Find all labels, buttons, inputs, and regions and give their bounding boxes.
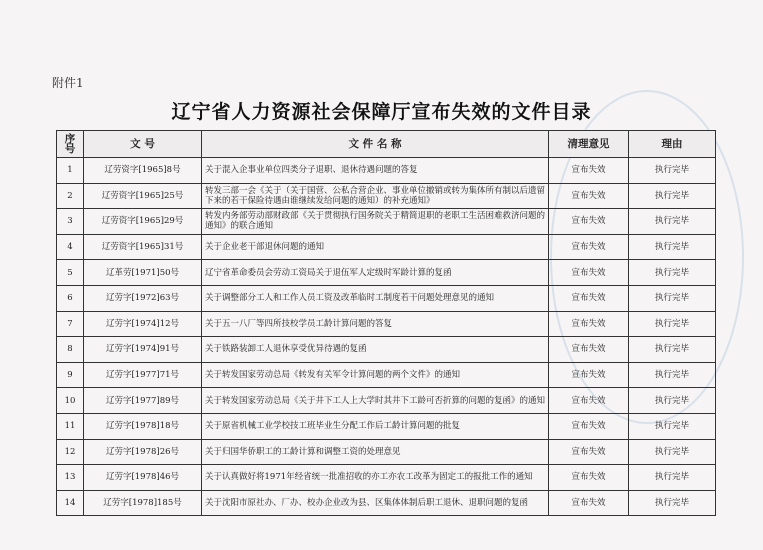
reason: 执行完毕 xyxy=(629,388,716,414)
clean-up-opinion: 宣布失效 xyxy=(549,388,629,414)
row-number: 10 xyxy=(57,388,84,414)
doc-number: 辽劳字[1978]26号 xyxy=(84,439,202,465)
reason: 执行完毕 xyxy=(629,311,716,337)
doc-name: 关于转发国家劳动总局《关于井下工人上大学时其井下工龄可否折算的问题的复函》的通知 xyxy=(202,388,549,414)
doc-number: 辽革劳[1971]50号 xyxy=(84,260,202,286)
row-number: 3 xyxy=(57,209,84,235)
doc-name: 关于五一八厂等四所技校学员工龄计算问题的答复 xyxy=(202,311,549,337)
table-row xyxy=(57,413,716,439)
reason: 执行完毕 xyxy=(629,490,716,516)
doc-name: 关于原省机械工业学校技工班毕业生分配工作后工龄计算问题的批复 xyxy=(202,413,549,439)
reason: 执行完毕 xyxy=(629,260,716,286)
doc-number: 辽劳字[1974]12号 xyxy=(84,311,202,337)
reason: 执行完毕 xyxy=(629,209,716,235)
header-opinion: 清理意见 xyxy=(549,131,629,158)
clean-up-opinion: 宣布失效 xyxy=(549,490,629,516)
doc-number: 辽劳资字[1965]31号 xyxy=(84,234,202,260)
doc-name: 关于转发国家劳动总局《转发有关军令计算问题的两个文件》的通知 xyxy=(202,362,549,388)
doc-name: 关于沈阳市原社办、厂办、校办企业改为县、区集体体制后职工退休、退职问题的复函 xyxy=(202,490,549,516)
row-number: 9 xyxy=(57,362,84,388)
reason: 执行完毕 xyxy=(629,337,716,363)
clean-up-opinion: 宣布失效 xyxy=(549,311,629,337)
clean-up-opinion: 宣布失效 xyxy=(549,362,629,388)
header-doc-name: 文 件 名 称 xyxy=(202,131,549,158)
reason: 执行完毕 xyxy=(629,362,716,388)
attachment-label: 附件1 xyxy=(52,76,84,90)
clean-up-opinion: 宣布失效 xyxy=(549,209,629,235)
table-row xyxy=(57,260,716,286)
header-reason: 理由 xyxy=(629,131,716,158)
doc-number: 辽劳字[1977]89号 xyxy=(84,388,202,414)
row-number: 5 xyxy=(57,260,84,286)
row-number: 7 xyxy=(57,311,84,337)
doc-number: 辽劳资字[1965]8号 xyxy=(84,158,202,184)
document-title: 辽宁省人力资源社会保障厅宣布失效的文件目录 xyxy=(171,101,592,123)
row-number: 12 xyxy=(57,439,84,465)
row-number: 11 xyxy=(57,413,84,439)
clean-up-opinion: 宣布失效 xyxy=(549,158,629,184)
row-number: 4 xyxy=(57,234,84,260)
reason: 执行完毕 xyxy=(629,158,716,184)
doc-number: 辽劳字[1977]71号 xyxy=(84,362,202,388)
table-row xyxy=(57,439,716,465)
table-row xyxy=(57,234,716,260)
table-row xyxy=(57,490,716,516)
table-row xyxy=(57,158,716,184)
header-no: 序号 xyxy=(57,131,84,158)
table-row xyxy=(57,183,716,209)
table-row xyxy=(57,465,716,491)
doc-name: 关于归国华侨职工的工龄计算和调整工资的处理意见 xyxy=(202,439,549,465)
doc-name: 转发三部一会《关于（关于国营、公私合营企业、事业单位撤销或转为集体所有制以后遗留下来的若干保险待遇由谁继续发给问题的通知）的补充通知》 xyxy=(202,183,549,209)
row-number: 2 xyxy=(57,183,84,209)
doc-name: 关于认真做好将1971年经省统一批准招收的亦工亦农工改革为固定工的报批工作的通知 xyxy=(202,465,549,491)
table-header-row xyxy=(57,131,716,158)
invalid-documents-table xyxy=(56,130,716,516)
clean-up-opinion: 宣布失效 xyxy=(549,413,629,439)
doc-number: 辽劳字[1978]46号 xyxy=(84,465,202,491)
doc-number: 辽劳字[1974]91号 xyxy=(84,337,202,363)
header-doc-number: 文 号 xyxy=(84,131,202,158)
doc-name: 辽宁省革命委员会劳动工资局关于退伍军人定级时军龄计算的复函 xyxy=(202,260,549,286)
table-row xyxy=(57,388,716,414)
doc-number: 辽劳字[1978]18号 xyxy=(84,413,202,439)
row-number: 13 xyxy=(57,465,84,491)
clean-up-opinion: 宣布失效 xyxy=(549,183,629,209)
table-row xyxy=(57,285,716,311)
reason: 执行完毕 xyxy=(629,285,716,311)
reason: 执行完毕 xyxy=(629,465,716,491)
clean-up-opinion: 宣布失效 xyxy=(549,260,629,286)
clean-up-opinion: 宣布失效 xyxy=(549,439,629,465)
clean-up-opinion: 宣布失效 xyxy=(549,234,629,260)
doc-number: 辽劳资字[1965]29号 xyxy=(84,209,202,235)
row-number: 14 xyxy=(57,490,84,516)
doc-number: 辽劳资字[1965]25号 xyxy=(84,183,202,209)
row-number: 1 xyxy=(57,158,84,184)
doc-name: 关于混入企事业单位四类分子退职、退休待遇问题的答复 xyxy=(202,158,549,184)
reason: 执行完毕 xyxy=(629,413,716,439)
clean-up-opinion: 宣布失效 xyxy=(549,465,629,491)
doc-name: 关于铁路装卸工人退休享受优异待遇的复函 xyxy=(202,337,549,363)
clean-up-opinion: 宣布失效 xyxy=(549,337,629,363)
reason: 执行完毕 xyxy=(629,439,716,465)
table-row xyxy=(57,362,716,388)
doc-number: 辽劳字[1978]185号 xyxy=(84,490,202,516)
doc-name: 关于调整部分工人和工作人员工资及改革临时工制度若干问题处理意见的通知 xyxy=(202,285,549,311)
doc-number: 辽劳字[1972]63号 xyxy=(84,285,202,311)
row-number: 6 xyxy=(57,285,84,311)
doc-name: 转发内务部劳动部财政部《关于贯彻执行国务院关于精简退职的老职工生活困难救济问题的通知》的联合通知 xyxy=(202,209,549,235)
row-number: 8 xyxy=(57,337,84,363)
clean-up-opinion: 宣布失效 xyxy=(549,285,629,311)
reason: 执行完毕 xyxy=(629,234,716,260)
reason: 执行完毕 xyxy=(629,183,716,209)
table-row xyxy=(57,311,716,337)
table-row xyxy=(57,209,716,235)
table-row xyxy=(57,337,716,363)
doc-name: 关于企业老干部退休问题的通知 xyxy=(202,234,549,260)
